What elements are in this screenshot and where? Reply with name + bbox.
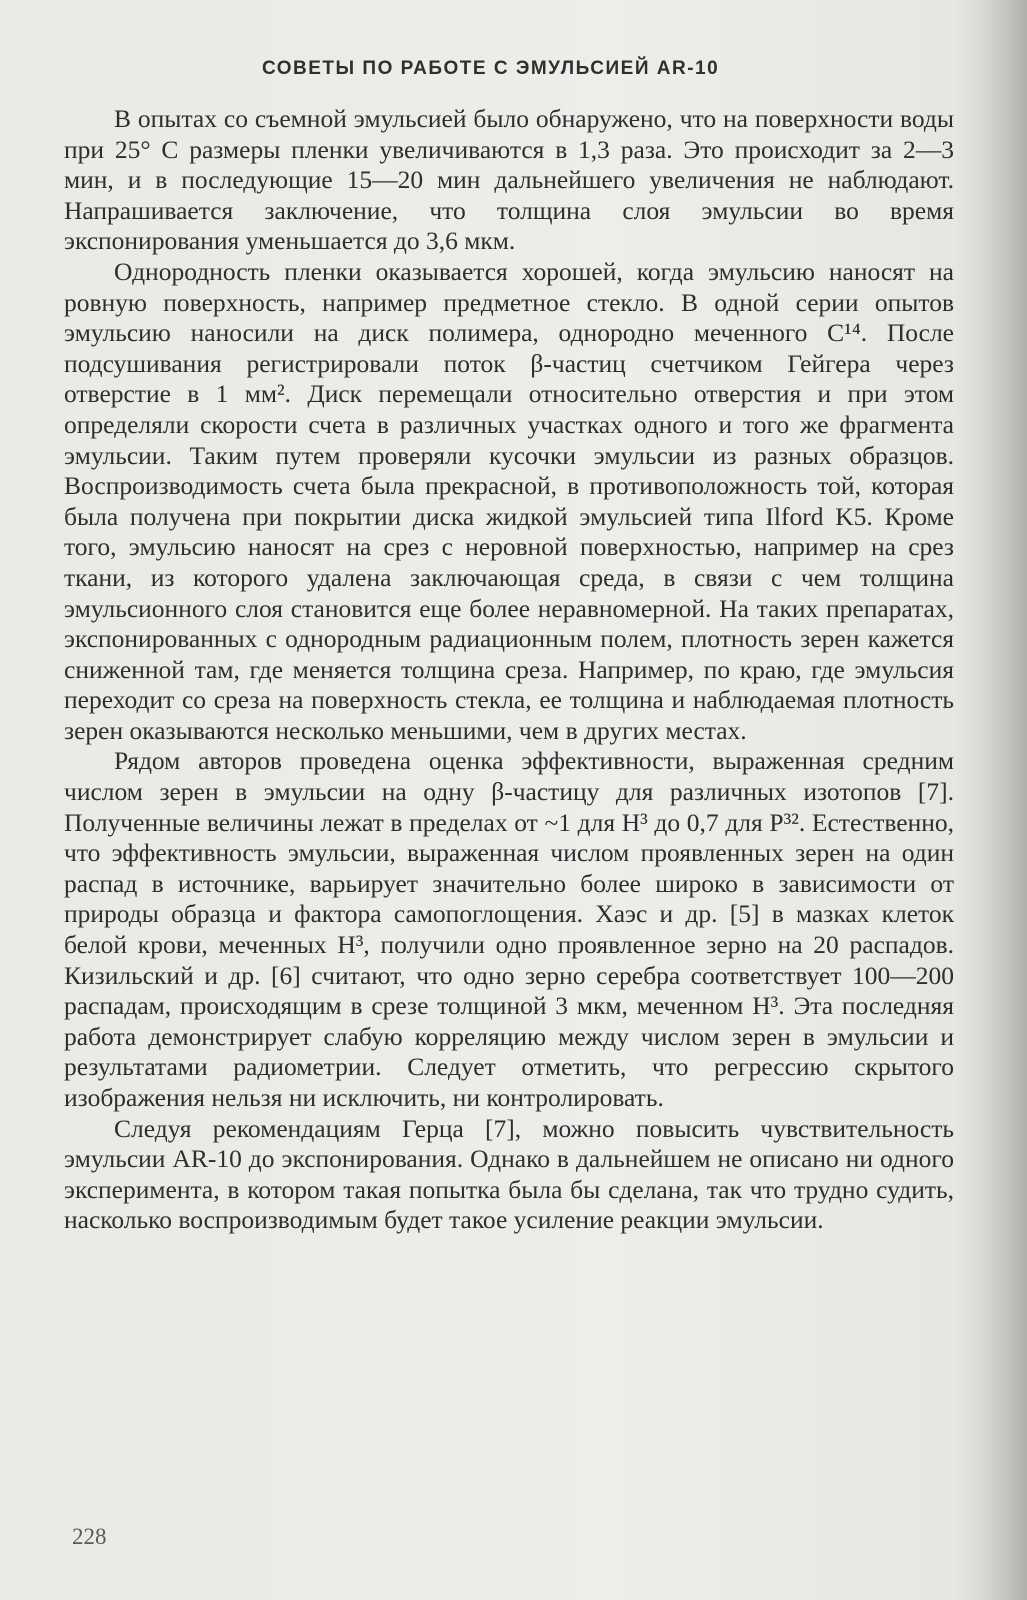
paragraph-2: Однородность пленки оказывается хорошей, когда эмульсию наносят на ровную поверхность, например предметное стекло. В одной серии опытов эмульсию наносили на диск полимера, однородно меченного C¹⁴. После подсушивания регистрировали поток β-частиц счетчиком Гейгера через отверстие в 1 мм². Диск перемещали относительно отверстия и при этом определяли скорости счета в различных участках одного и того же фрагмента эмульсии. Таким путем проверяли кусочки эмульсии из разных образцов. Воспроизводимость счета была прекрасной, в противоположность той, которая была получена при покрытии диска жидкой эмульсией типа Ilford K5. Кроме того, эмульсию наносят на срез с неровной поверхностью, например на срез ткани, из которого удалена заключающая среда, в связи с чем толщина эмульсионного слоя становится еще более неравномерной. На таких препаратах, экспонированных с однородным радиационным полем, плотность зерен кажется сниженной там, где меняется толщина среза. Например, по краю, где эмульсия переходит со среза на поверхность стекла, ее толщина и наблюдаемая плотность зерен оказываются несколько меньшими, чем в других местах. (64, 256, 954, 745)
paragraph-1: В опытах со съемной эмульсией было обнаружено, что на поверхности воды при 25° С размеры пленки увеличиваются в 1,3 раза. Это происходит за 2—3 мин, и в последующие 15—20 мин дальнейшего увеличения не наблюдают. Напрашивается заключение, что толщина слоя эмульсии во время экспонирования уменьшается до 3,6 мкм. (64, 104, 954, 256)
binding-shadow (979, 0, 1027, 1600)
paragraph-3: Рядом авторов проведена оценка эффективности, выраженная средним числом зерен в эмульсии на одну β-частицу для различных изотопов [7]. Полученные величины лежат в пределах от ~1 для H³ до 0,7 для P³². Естественно, что эффективность эмульсии, выраженная числом проявленных зерен на один распад в источнике, варьирует значительно более широко в зависимости от природы образца и фактора самопоглощения. Хаэс и др. [5] в мазках клеток белой крови, меченных H³, получили одно проявленное зерно на 20 распадов. Кизильский и др. [6] считают, что одно зерно серебра соответствует 100—200 распадам, происходящим в срезе толщиной 3 мкм, меченном H³. Эта последняя работа демонстрирует слабую корреляцию между числом зерен в эмульсии и результатами радиометрии. Следует отметить, что регрессию скрытого изображения нельзя ни исключить, ни контролировать. (64, 746, 954, 1112)
body-text (64, 104, 954, 1236)
page-number: 228 (72, 1524, 107, 1549)
paragraph-4: Следуя рекомендациям Герца [7], можно повысить чувствительность эмульсии AR-10 до экспонирования. Однако в дальнейшем не описано ни одного эксперимента, в котором такая попытка была бы сделана, так что трудно судить, насколько воспроизводимым будет такое усиление реакции эмульсии. (64, 1113, 954, 1235)
running-header: СОВЕТЫ ПО РАБОТЕ С ЭМУЛЬСИЕЙ AR-10 (262, 58, 720, 79)
